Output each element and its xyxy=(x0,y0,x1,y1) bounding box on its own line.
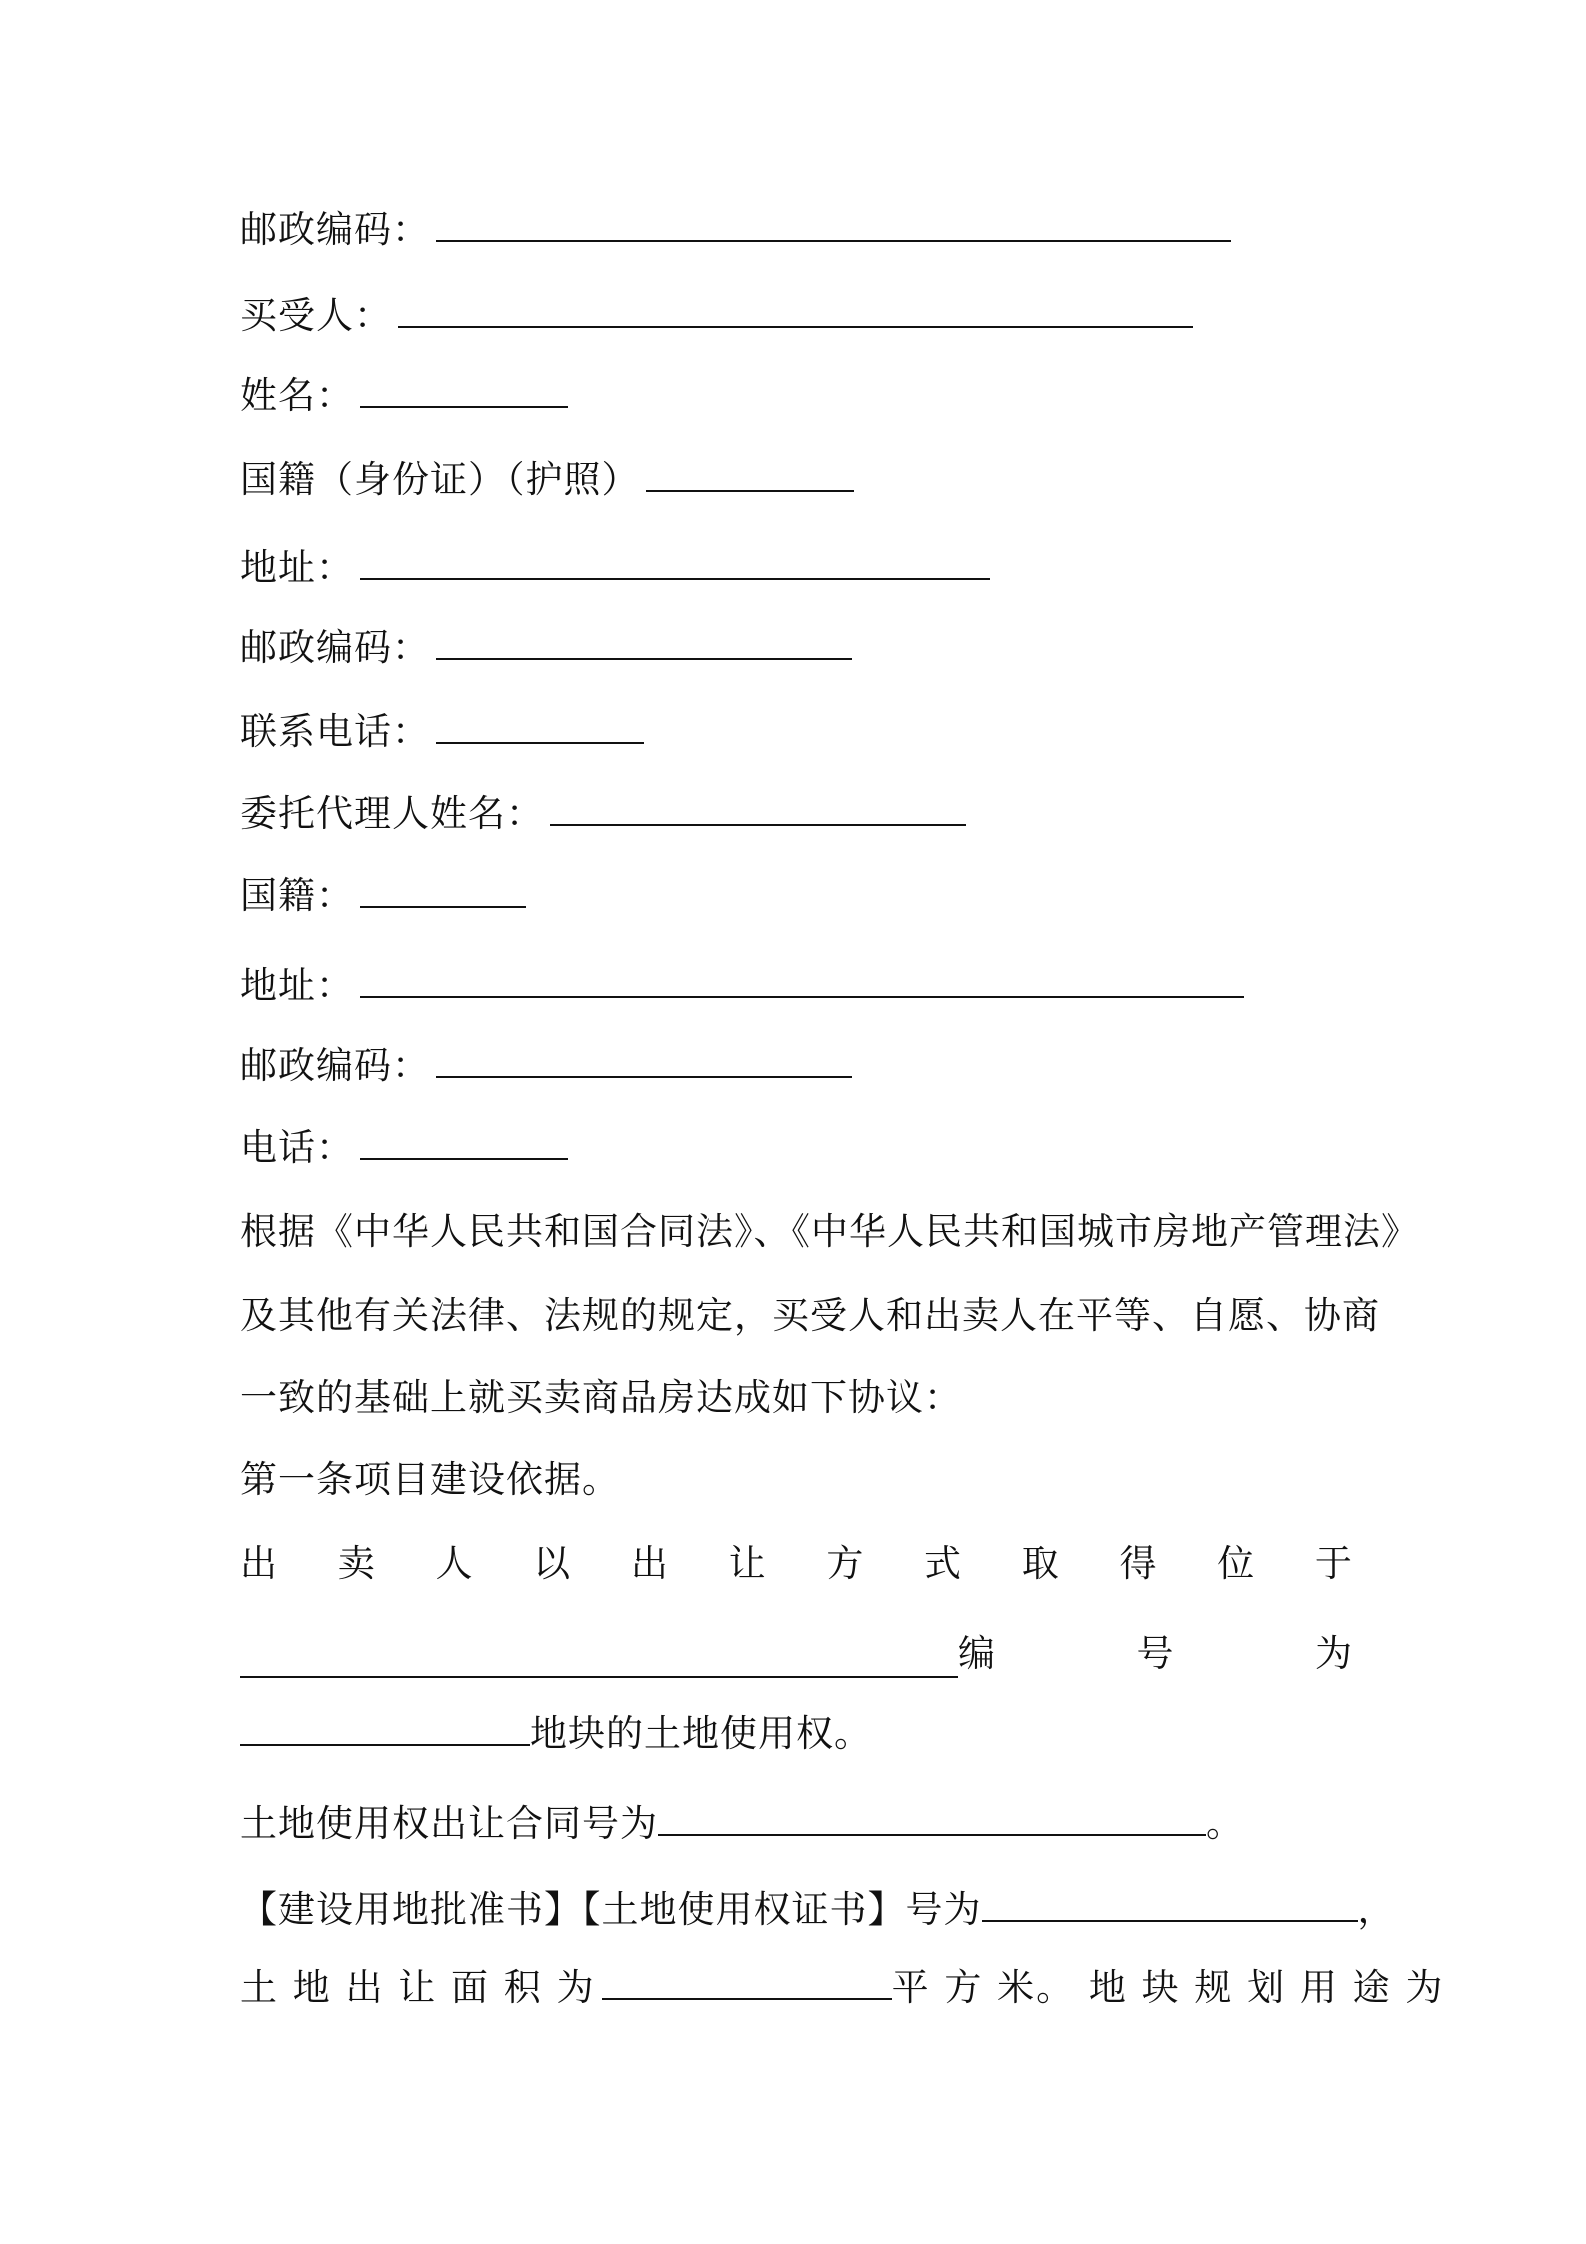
approval-suffix: ， xyxy=(1357,1888,1396,1931)
seller-postal-row xyxy=(240,206,1231,254)
agent-phone-blank xyxy=(360,1128,568,1160)
contract-number-suffix: 。 xyxy=(1206,1802,1244,1845)
article-title-text: 第一条项目建设依据。 xyxy=(240,1458,620,1501)
paragraph-text: 一致的基础上就买卖商品房达成如下协议： xyxy=(240,1376,962,1419)
agent-address-blank xyxy=(360,966,1244,998)
buyer-phone-blank xyxy=(436,712,644,744)
agent-nationality-label: 国籍： xyxy=(240,874,354,917)
agent-name-blank xyxy=(550,794,966,826)
article-char: 以 xyxy=(533,1542,571,1585)
location-group xyxy=(240,1630,995,1678)
article-line-spread xyxy=(240,1630,1352,1678)
agent-postal-row xyxy=(240,1042,852,1090)
article-char: 号 xyxy=(1136,1632,1174,1675)
agent-address-row xyxy=(240,962,1244,1010)
agent-name-row xyxy=(240,790,966,838)
plot-row xyxy=(240,1710,872,1758)
buyer-name-blank xyxy=(360,376,568,408)
area-blank xyxy=(602,1968,892,2000)
plot-number-blank xyxy=(240,1714,530,1746)
article-char: 方 xyxy=(826,1542,864,1585)
agent-phone-row xyxy=(240,1124,568,1172)
buyer-nationality-blank xyxy=(646,460,854,492)
article-char: 得 xyxy=(1119,1542,1157,1585)
buyer-name-row xyxy=(240,372,568,420)
buyer-address-blank xyxy=(360,548,990,580)
article-char: 卖 xyxy=(337,1542,375,1585)
agent-nationality-row xyxy=(240,872,526,920)
buyer-label: 买受人： xyxy=(240,294,392,337)
paragraph-text: 根据《中华人民共和国合同法》、《中华人民共和国城市房地产管理法》 xyxy=(240,1210,1419,1253)
buyer-row xyxy=(240,292,1193,340)
contract-number-row xyxy=(240,1800,1244,1848)
approval-blank xyxy=(982,1890,1358,1922)
buyer-blank xyxy=(398,296,1193,328)
contract-number-label: 土地使用权出让合同号为 xyxy=(240,1802,658,1845)
article-char: 式 xyxy=(924,1542,962,1585)
location-blank xyxy=(240,1646,958,1678)
approval-label: 【建设用地批准书】【土地使用权证书】号为 xyxy=(240,1888,982,1931)
buyer-postal-row xyxy=(240,624,852,672)
article-char: 为 xyxy=(1315,1632,1352,1675)
buyer-postal-label: 邮政编码： xyxy=(240,626,430,669)
paragraph-text: 及其他有关法律、法规的规定，买受人和出卖人在平等、自愿、协商 xyxy=(240,1294,1380,1337)
buyer-phone-label: 联系电话： xyxy=(240,710,430,753)
area-row xyxy=(240,1964,1444,2012)
seller-postal-blank xyxy=(436,210,1231,242)
buyer-address-label: 地址： xyxy=(240,546,354,589)
buyer-phone-row xyxy=(240,708,644,756)
area-label: 土 地 出 让 面 积 为 xyxy=(240,1966,596,2009)
article-char: 出 xyxy=(630,1542,668,1585)
agent-postal-blank xyxy=(436,1046,852,1078)
paragraph-line xyxy=(240,1292,1380,1340)
article-char: 出 xyxy=(240,1542,277,1585)
agent-postal-label: 邮政编码： xyxy=(240,1044,430,1087)
agent-address-label: 地址： xyxy=(240,964,354,1007)
plot-suffix: 地块的土地使用权。 xyxy=(530,1712,872,1755)
buyer-nationality-label: 国籍（身份证）（护照） xyxy=(240,458,640,501)
buyer-nationality-row xyxy=(240,456,854,504)
article-line-spread xyxy=(240,1540,1352,1588)
buyer-address-row xyxy=(240,544,990,592)
article-char: 位 xyxy=(1217,1542,1255,1585)
article-char: 取 xyxy=(1021,1542,1059,1585)
area-suffix: 平 方 米。 地 块 规 划 用 途 为 xyxy=(891,1966,1445,2009)
seller-postal-label: 邮政编码： xyxy=(240,208,430,251)
buyer-name-label: 姓名： xyxy=(240,374,354,417)
article-char: 编 xyxy=(958,1632,995,1675)
article-char: 于 xyxy=(1314,1542,1352,1585)
agent-nationality-blank xyxy=(360,876,526,908)
article-title xyxy=(240,1456,620,1504)
agent-name-label: 委托代理人姓名： xyxy=(240,792,544,835)
article-char: 人 xyxy=(435,1542,473,1585)
buyer-postal-blank xyxy=(436,628,852,660)
article-char: 让 xyxy=(728,1542,766,1585)
agent-phone-label: 电话： xyxy=(240,1126,354,1169)
contract-number-blank xyxy=(658,1804,1206,1836)
paragraph-line xyxy=(240,1374,962,1422)
paragraph-line xyxy=(240,1208,1419,1256)
approval-row xyxy=(240,1886,1396,1934)
